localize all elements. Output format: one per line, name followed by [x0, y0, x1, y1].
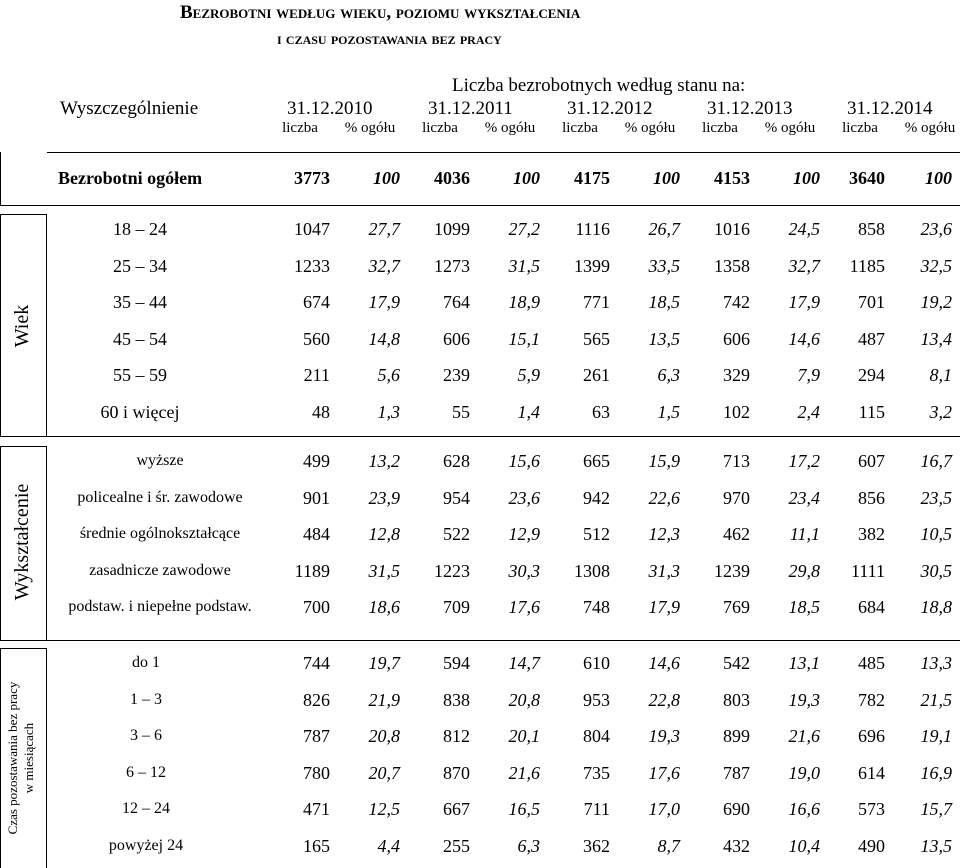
percent-cell: 1,5: [657, 402, 680, 422]
percent-cell: 19,3: [648, 726, 680, 747]
count-cell: 294: [858, 365, 885, 386]
percent-cell: 16,7: [920, 451, 952, 471]
percent-cell: 1,3: [377, 402, 400, 422]
percent-cell: 14,7: [508, 653, 540, 673]
percent-cell: 30,5: [920, 560, 952, 581]
count-cell: 573: [858, 799, 885, 820]
section-label-education: Wykształcenie: [11, 483, 33, 601]
percent-cell: 10,4: [788, 836, 820, 856]
table-row: [0, 480, 960, 516]
table-row: [0, 284, 960, 320]
count-cell: 1185: [849, 255, 885, 276]
table-row: [0, 321, 960, 357]
count-cell: 432: [723, 836, 750, 856]
count-cell: 487: [858, 328, 885, 349]
count-cell: 3773: [294, 168, 330, 188]
table-row: [0, 211, 960, 247]
row-label: do 1: [132, 654, 160, 671]
percent-cell: 17,6: [508, 597, 540, 618]
section-label-unemployment-time: Czas pozostawania bez pracy w miesiącach: [5, 681, 36, 835]
row-label: 3 – 6: [130, 727, 162, 745]
percent-cell: 4,4: [377, 836, 400, 856]
count-cell: 1189: [294, 560, 330, 581]
percent-subheader: % ogółu: [624, 120, 676, 136]
row-label: 25 – 34: [113, 255, 167, 276]
count-cell: 1239: [714, 560, 750, 581]
count-cell: 1111: [851, 560, 885, 581]
header-divider: [47, 152, 960, 153]
count-subheader: liczba: [282, 120, 318, 136]
percent-cell: 15,9: [648, 451, 680, 471]
percent-cell: 20,8: [508, 689, 540, 710]
count-cell: 744: [303, 653, 330, 673]
percent-cell: 23,6: [920, 219, 952, 239]
percent-cell: 17,9: [368, 292, 400, 313]
section-label-age: Wiek: [11, 304, 33, 348]
count-cell: 769: [723, 597, 750, 618]
percent-cell: 7,9: [797, 365, 820, 386]
percent-cell: 17,9: [788, 292, 820, 313]
percent-cell: 31,3: [648, 560, 680, 581]
percent-cell: 18,5: [648, 292, 680, 313]
count-cell: 610: [583, 653, 610, 673]
percent-cell: 27,2: [508, 219, 540, 239]
count-cell: 899: [723, 726, 750, 747]
percent-cell: 6,3: [517, 836, 540, 856]
percent-cell: 24,5: [788, 219, 820, 239]
percent-cell: 33,5: [648, 255, 680, 276]
percent-cell: 16,9: [920, 762, 952, 783]
count-cell: 522: [443, 524, 470, 545]
count-cell: 954: [443, 487, 470, 508]
date-header: 31.12.2013: [707, 98, 793, 119]
row-label: 55 – 59: [113, 365, 167, 386]
percent-cell: 32,7: [788, 255, 820, 276]
percent-cell: 100: [793, 168, 820, 188]
row-label: powyżej 24: [108, 837, 184, 854]
percent-cell: 100: [513, 168, 540, 188]
count-subheader: liczba: [422, 120, 458, 136]
percent-subheader: % ogółu: [904, 120, 956, 136]
date-header: 31.12.2011: [428, 98, 513, 119]
count-cell: 674: [303, 292, 330, 313]
count-cell: 826: [303, 689, 330, 710]
percent-cell: 3,2: [929, 402, 952, 422]
percent-cell: 13,2: [368, 451, 400, 471]
count-cell: 1233: [294, 255, 330, 276]
count-cell: 856: [858, 487, 885, 508]
percent-cell: 21,9: [368, 689, 400, 710]
date-header: 31.12.2012: [567, 98, 653, 119]
percent-cell: 18,8: [920, 597, 952, 618]
count-cell: 485: [858, 653, 885, 673]
count-cell: 165: [303, 836, 330, 856]
count-cell: 499: [303, 451, 330, 471]
count-cell: 55: [452, 402, 470, 422]
table-title-line2: i czasu pozostawania bez pracy: [277, 29, 502, 48]
percent-cell: 5,9: [517, 365, 540, 386]
table-row: [0, 394, 960, 430]
percent-cell: 26,7: [648, 219, 680, 239]
count-cell: 901: [303, 487, 330, 508]
percent-cell: 18,5: [788, 597, 820, 618]
percent-subheader: % ogółu: [764, 120, 816, 136]
percent-subheader: % ogółu: [344, 120, 396, 136]
percent-cell: 22,8: [648, 689, 680, 710]
count-cell: 462: [723, 524, 750, 545]
count-subheader: liczba: [702, 120, 738, 136]
percent-cell: 31,5: [368, 560, 400, 581]
percent-cell: 6,3: [657, 365, 680, 386]
percent-cell: 17,6: [648, 762, 680, 783]
count-cell: 255: [443, 836, 470, 856]
count-cell: 870: [443, 762, 470, 783]
percent-cell: 15,7: [920, 799, 952, 820]
count-cell: 261: [583, 365, 610, 386]
percent-cell: 12,8: [368, 524, 400, 545]
percent-cell: 23,6: [508, 487, 540, 508]
total-row: [0, 160, 960, 196]
percent-cell: 13,3: [920, 653, 952, 673]
count-cell: 4175: [574, 168, 610, 188]
count-cell: 102: [723, 402, 750, 422]
percent-cell: 100: [373, 168, 400, 188]
count-cell: 48: [312, 402, 330, 422]
group-label-header: Liczba bezrobotnych według stanu na:: [452, 75, 746, 96]
count-cell: 684: [858, 597, 885, 618]
percent-cell: 30,3: [508, 560, 540, 581]
date-header: 31.12.2014: [847, 98, 933, 119]
percent-cell: 20,7: [368, 762, 400, 783]
count-cell: 1399: [574, 255, 610, 276]
count-cell: 701: [858, 292, 885, 313]
percent-cell: 5,6: [377, 365, 400, 386]
count-cell: 4036: [434, 168, 470, 188]
count-cell: 780: [303, 762, 330, 783]
percent-cell: 16,5: [508, 799, 540, 820]
percent-cell: 2,4: [797, 402, 820, 422]
date-header: 31.12.2010: [287, 98, 373, 119]
count-cell: 607: [858, 451, 885, 471]
count-cell: 560: [303, 328, 330, 349]
percent-cell: 10,5: [920, 524, 952, 545]
count-cell: 1016: [714, 219, 750, 239]
percent-cell: 100: [653, 168, 680, 188]
percent-cell: 23,9: [368, 487, 400, 508]
count-cell: 594: [443, 653, 470, 673]
count-cell: 812: [443, 726, 470, 747]
count-cell: 771: [583, 292, 610, 313]
percent-cell: 29,8: [788, 560, 820, 581]
percent-cell: 32,5: [920, 255, 952, 276]
row-label: zasadnicze zawodowe: [89, 561, 231, 579]
total-label: Bezrobotni ogółem: [58, 168, 203, 188]
percent-cell: 21,6: [508, 762, 540, 783]
count-cell: 665: [583, 451, 610, 471]
percent-cell: 21,6: [788, 726, 820, 747]
percent-cell: 31,5: [508, 255, 540, 276]
count-cell: 667: [443, 799, 470, 820]
table-row: [0, 718, 960, 754]
row-label: 1 – 3: [130, 690, 162, 708]
count-cell: 565: [583, 328, 610, 349]
count-cell: 211: [303, 365, 330, 386]
percent-cell: 1,4: [517, 402, 540, 422]
percent-cell: 13,5: [920, 836, 952, 856]
count-cell: 787: [303, 726, 330, 747]
count-cell: 490: [858, 836, 885, 856]
count-cell: 764: [443, 292, 470, 313]
count-subheader: liczba: [562, 120, 598, 136]
count-cell: 735: [583, 762, 610, 783]
percent-cell: 17,2: [788, 451, 820, 471]
percent-cell: 8,7: [657, 836, 680, 856]
table-row: [0, 755, 960, 791]
count-cell: 382: [858, 524, 885, 545]
percent-cell: 14,6: [788, 328, 820, 349]
row-label: podstaw. i niepełne podstaw.: [68, 598, 252, 616]
row-label: wyższe: [136, 452, 184, 469]
count-cell: 1116: [575, 219, 610, 239]
count-cell: 787: [723, 762, 750, 783]
count-cell: 1358: [714, 255, 750, 276]
total-divider: [0, 205, 960, 206]
count-cell: 696: [858, 726, 885, 747]
count-cell: 239: [443, 365, 470, 386]
table-title-line1: Bezrobotni według wieku, poziomu wykształcenia: [180, 2, 581, 23]
percent-cell: 19,1: [920, 726, 952, 747]
percent-cell: 19,7: [368, 653, 400, 673]
count-cell: 628: [443, 451, 470, 471]
row-label: 12 – 24: [122, 800, 170, 818]
percent-cell: 32,7: [368, 255, 400, 276]
count-cell: 858: [858, 219, 885, 239]
row-label: 18 – 24: [113, 219, 167, 239]
percent-cell: 100: [925, 168, 952, 188]
table-row: [0, 516, 960, 552]
count-cell: 63: [592, 402, 610, 422]
row-label: 6 – 12: [126, 763, 166, 781]
row-label: 35 – 44: [113, 292, 167, 313]
percent-cell: 12,3: [648, 524, 680, 545]
count-cell: 542: [723, 653, 750, 673]
count-cell: 484: [303, 524, 330, 545]
percent-cell: 18,6: [368, 597, 400, 618]
count-cell: 713: [723, 451, 750, 471]
count-subheader: liczba: [842, 120, 878, 136]
count-cell: 970: [723, 487, 750, 508]
count-cell: 614: [858, 762, 885, 783]
count-cell: 838: [443, 689, 470, 710]
count-cell: 709: [443, 597, 470, 618]
count-cell: 1099: [434, 219, 470, 239]
percent-cell: 23,5: [920, 487, 952, 508]
percent-cell: 23,4: [788, 487, 820, 508]
count-cell: 3640: [849, 168, 885, 188]
percent-cell: 14,8: [368, 328, 400, 349]
row-label: policealne i śr. zawodowe: [77, 488, 243, 506]
count-cell: 690: [723, 799, 750, 820]
row-label: 60 i więcej: [100, 402, 180, 422]
count-cell: 329: [723, 365, 750, 386]
percent-cell: 19,0: [788, 762, 820, 783]
table-row: [0, 248, 960, 284]
percent-cell: 11,1: [789, 524, 820, 545]
count-cell: 942: [583, 487, 610, 508]
count-cell: 782: [858, 689, 885, 710]
percent-cell: 12,5: [368, 799, 400, 820]
percent-cell: 22,6: [648, 487, 680, 508]
count-cell: 606: [443, 328, 470, 349]
count-cell: 804: [583, 726, 610, 747]
education-divider: [0, 640, 960, 641]
count-cell: 953: [583, 689, 610, 710]
percent-cell: 15,6: [508, 451, 540, 471]
table-row: [0, 589, 960, 625]
percent-cell: 15,1: [508, 328, 540, 349]
row-label: średnie ogólnokształcące: [79, 525, 241, 543]
age-divider: [0, 436, 960, 437]
percent-cell: 13,5: [648, 328, 680, 349]
percent-cell: 16,6: [788, 799, 820, 820]
table-row: [0, 828, 960, 864]
count-cell: 1223: [434, 560, 470, 581]
row-label: 45 – 54: [113, 328, 167, 349]
count-cell: 512: [583, 524, 610, 545]
percent-cell: 18,9: [508, 292, 540, 313]
percent-cell: 17,0: [648, 799, 680, 820]
percent-cell: 20,1: [508, 726, 540, 747]
percent-cell: 14,6: [648, 653, 680, 673]
count-cell: 471: [303, 799, 330, 820]
table-row: [0, 791, 960, 827]
count-cell: 803: [723, 689, 750, 710]
table-row: [0, 682, 960, 718]
percent-cell: 21,5: [920, 689, 952, 710]
count-cell: 1308: [574, 560, 610, 581]
percent-subheader: % ogółu: [484, 120, 536, 136]
count-cell: 748: [583, 597, 610, 618]
table-row: [0, 443, 960, 479]
percent-cell: 12,9: [508, 524, 540, 545]
table-row: [0, 357, 960, 393]
count-cell: 362: [583, 836, 610, 856]
count-cell: 1047: [294, 219, 330, 239]
count-cell: 711: [583, 799, 610, 820]
count-cell: 115: [858, 402, 885, 422]
percent-cell: 19,2: [920, 292, 952, 313]
count-cell: 606: [723, 328, 750, 349]
count-cell: 4153: [714, 168, 750, 188]
percent-cell: 19,3: [788, 689, 820, 710]
count-cell: 742: [723, 292, 750, 313]
row-label-header: Wyszczególnienie: [60, 98, 199, 119]
count-cell: 1273: [434, 255, 470, 276]
count-cell: 700: [303, 597, 330, 618]
percent-cell: 13,1: [788, 653, 820, 673]
percent-cell: 27,7: [368, 219, 400, 239]
percent-cell: 8,1: [929, 365, 952, 386]
table-row: [0, 553, 960, 589]
percent-cell: 13,4: [920, 328, 952, 349]
percent-cell: 20,8: [368, 726, 400, 747]
table-row: [0, 645, 960, 681]
percent-cell: 17,9: [648, 597, 680, 618]
